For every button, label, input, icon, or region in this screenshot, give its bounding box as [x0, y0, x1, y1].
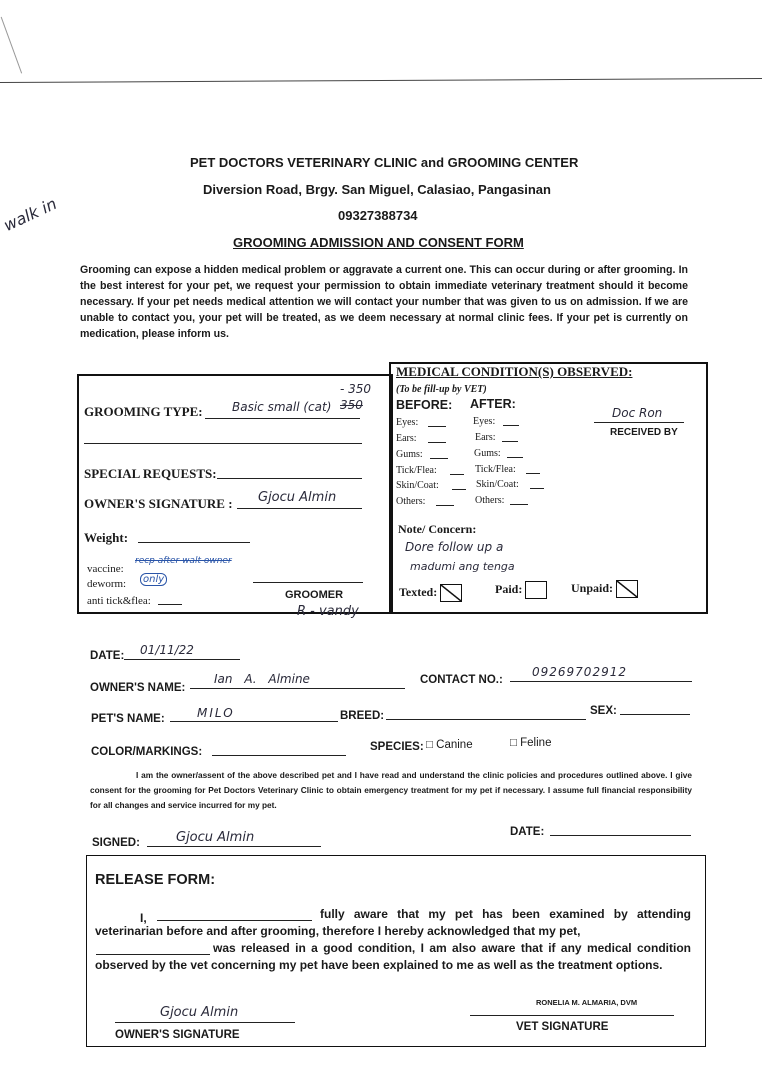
contact-label: CONTACT NO.: — [420, 674, 503, 686]
tick-flea-label: anti tick&flea: — [87, 595, 151, 607]
grooming-extra-line — [84, 443, 362, 444]
after-skin-line — [530, 488, 544, 489]
owner-signature-line — [237, 508, 362, 509]
signed-label: SIGNED: — [92, 837, 140, 849]
before-others-line — [436, 505, 454, 506]
vaccine-value[interactable]: recp after walt owner — [135, 556, 232, 566]
after-ears: Ears: — [475, 432, 496, 443]
form-title: GROOMING ADMISSION AND CONSENT FORM — [233, 235, 524, 250]
unpaid-text: Unpaid: — [571, 580, 614, 595]
medical-subtitle: (To be fill-up by VET) — [396, 384, 487, 395]
paper-fold-mark — [1, 7, 51, 74]
received-by-line — [594, 422, 684, 423]
before-others: Others: — [396, 496, 426, 507]
date-label: DATE: — [90, 650, 125, 662]
before-ears-line — [428, 442, 446, 443]
date-line — [124, 659, 240, 660]
owner-signature-label: OWNER'S SIGNATURE : — [84, 496, 233, 511]
texted-checkbox[interactable] — [440, 584, 462, 602]
consent-date-label: DATE: — [510, 826, 545, 838]
paper-edge — [0, 78, 762, 83]
note-label: Note/ Concern: — [398, 522, 477, 536]
signed-line — [147, 846, 321, 847]
release-owner-sig-line — [115, 1022, 295, 1023]
weight-label: Weight: — [84, 530, 129, 545]
after-gums-line — [507, 457, 523, 458]
sex-line — [620, 714, 690, 715]
vet-sig-line — [470, 1015, 674, 1016]
owner-name-label: OWNER'S NAME: — [90, 682, 186, 694]
groomer-label: GROOMER — [285, 589, 344, 601]
before-eyes: Eyes: — [396, 417, 419, 428]
price-new: - 350 — [340, 382, 372, 396]
release-title: RELEASE FORM: — [95, 872, 216, 888]
deworm-value[interactable]: only — [140, 573, 167, 586]
special-requests-line — [217, 478, 362, 479]
owner-name-line — [190, 688, 405, 689]
price-struck: 350 — [340, 398, 363, 412]
after-tick-line — [526, 473, 540, 474]
before-gums-line — [430, 458, 448, 459]
grooming-type-label: GROOMING TYPE: — [84, 404, 203, 419]
grooming-type-value[interactable]: Basic small (cat) — [232, 400, 332, 414]
groomer-line — [253, 582, 363, 583]
owner-name-value[interactable]: Ian A. Almine — [214, 672, 310, 686]
unpaid-checkbox[interactable] — [616, 580, 638, 598]
clinic-name: PET DOCTORS VETERINARY CLINIC and GROOMING CENTER — [190, 155, 579, 170]
after-others: Others: — [475, 495, 505, 506]
texted-label — [399, 584, 462, 602]
release-i-label: I, — [140, 911, 147, 925]
after-eyes: Eyes: — [473, 416, 496, 427]
special-requests-label: SPECIAL REQUESTS: — [84, 466, 217, 481]
before-label: BEFORE: — [396, 398, 453, 412]
vet-sig-label: VET SIGNATURE — [516, 1021, 609, 1033]
medical-title: MEDICAL CONDITION(S) OBSERVED: — [396, 364, 633, 379]
received-by-value[interactable]: Doc Ron — [612, 406, 663, 420]
intro-paragraph: Grooming can expose a hidden medical problem or aggravate a current one. This can occur during or after grooming. In the best interest for your pet, we request your permission to obtain immediate veterinary treatment should it become necessary. If your pet needs medical attention we will contact your number that was given to us on admission. If we are unable to contact you, your pet will be treated, as we deem necessary at normal clinic fees. If your pet is currently on medication, please inform us. — [80, 264, 688, 340]
consent-text: I am the owner/assent of the above described pet and I have read and understand the clinic policies and procedures outlined above. I give consent for the grooming for Pet Doctors Veterinary Clinic to obtain emergency treatment for my pet if necessary. I assume full financial responsibility for all changes and service incurred for my pet. — [90, 770, 692, 810]
pet-name-line — [170, 721, 338, 722]
weight-line — [138, 542, 250, 543]
before-gums: Gums: — [396, 449, 423, 460]
before-skin: Skin/Coat: — [396, 480, 439, 491]
after-tick: Tick/Flea: — [475, 464, 516, 475]
pet-name-value[interactable]: MILO — [197, 706, 235, 720]
release-text-1: fully aware that my pet has been examined by attending veterinarian before and after grooming, therefore I hereby acknowledged that my pet, — [95, 907, 691, 938]
grooming-type-line — [205, 418, 360, 419]
clinic-phone: 09327388734 — [338, 208, 418, 223]
texted-text: Texted: — [399, 584, 438, 599]
before-ears: Ears: — [396, 433, 417, 444]
tick-flea-line — [158, 604, 182, 605]
before-eyes-line — [428, 426, 446, 427]
color-label: COLOR/MARKINGS: — [91, 746, 203, 758]
release-owner-sig-label: OWNER'S SIGNATURE — [115, 1029, 240, 1041]
consent-date-line — [550, 835, 691, 836]
after-skin: Skin/Coat: — [476, 479, 519, 490]
after-others-line — [510, 504, 528, 505]
owner-signature-value[interactable]: Gjocu Almin — [258, 490, 337, 505]
breed-label: BREED: — [340, 710, 385, 722]
paid-checkbox[interactable] — [525, 581, 547, 599]
species-label: SPECIES: — [370, 741, 424, 753]
after-ears-line — [502, 441, 518, 442]
after-gums: Gums: — [474, 448, 501, 459]
signed-value[interactable]: Gjocu Almin — [176, 830, 255, 845]
contact-value[interactable]: 09269702912 — [532, 665, 627, 679]
unpaid-label — [571, 580, 638, 598]
breed-line — [386, 719, 586, 720]
clinic-address: Diversion Road, Brgy. San Miguel, Calasiao, Pangasinan — [203, 182, 551, 197]
note-line-2[interactable]: madumi ang tenga — [410, 560, 515, 573]
contact-line — [510, 681, 692, 682]
sex-label: SEX: — [590, 705, 617, 717]
color-line — [212, 755, 346, 756]
paid-label — [495, 581, 547, 599]
vet-name: RONELIA M. ALMARIA, DVM — [536, 998, 638, 1007]
walk-in-note: walk in — [0, 193, 60, 236]
before-tick: Tick/Flea: — [396, 465, 437, 476]
before-tick-line — [450, 474, 464, 475]
deworm-label: deworm: — [87, 578, 127, 590]
paid-text: Paid: — [495, 581, 523, 596]
before-skin-line — [452, 489, 466, 490]
groomer-value[interactable]: R - vandy — [297, 604, 359, 619]
after-eyes-line — [503, 425, 519, 426]
note-line-1[interactable]: Dore follow up a — [405, 540, 504, 554]
release-text-2: was released in a good condition, I am also aware that if any medical condition observed by the vet concerning my pet have been explained to me as well as the treatment options. — [95, 941, 691, 972]
canine-option[interactable]: □ Canine — [426, 739, 473, 751]
vaccine-label: vaccine: — [87, 563, 124, 575]
after-label: AFTER: — [470, 397, 516, 411]
received-by-label: RECEIVED BY — [610, 427, 678, 438]
pet-name-label: PET'S NAME: — [91, 713, 165, 725]
feline-option[interactable]: □ Feline — [510, 737, 552, 749]
date-value[interactable]: 01/11/22 — [140, 643, 194, 657]
release-owner-sig-value[interactable]: Gjocu Almin — [160, 1005, 239, 1020]
